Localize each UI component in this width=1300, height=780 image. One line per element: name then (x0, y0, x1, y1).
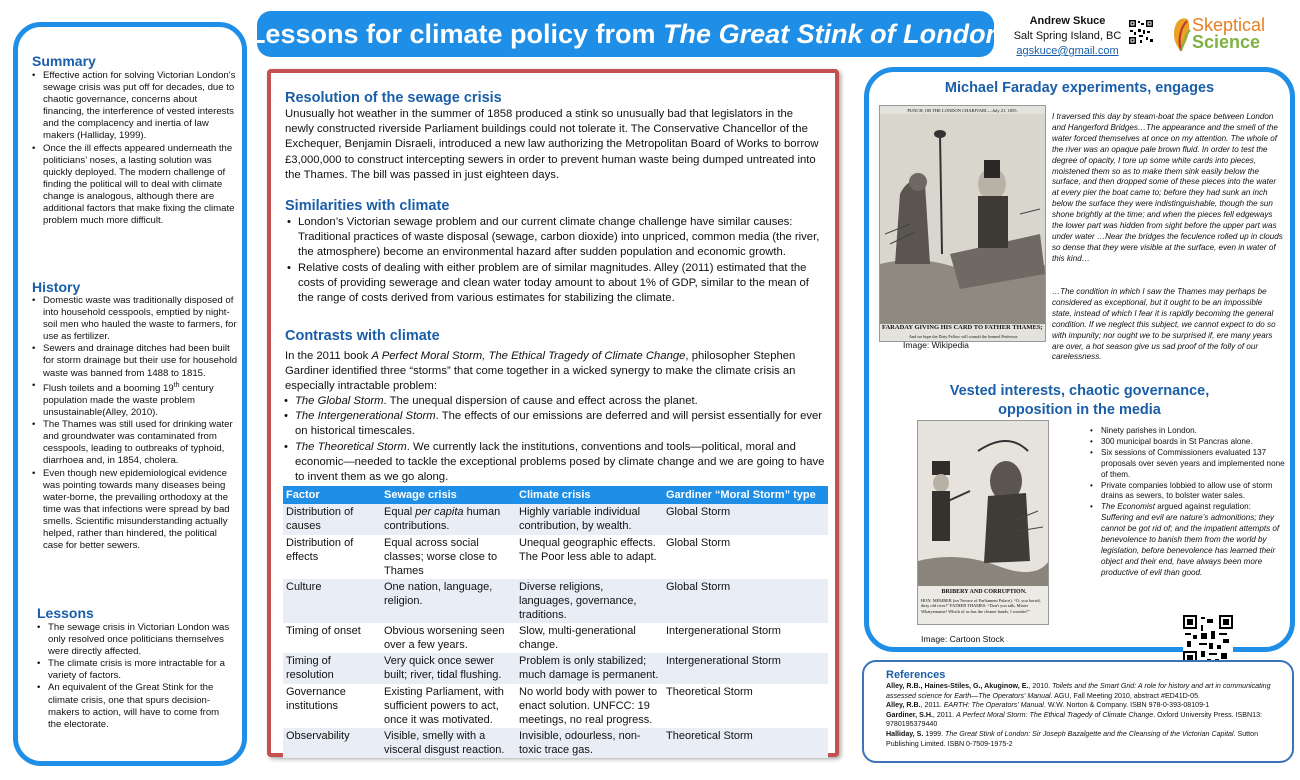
summary-item: • Effective action for solving Victorian London's sewage crisis was put off for decades, due to chaotic governance, concerns about financing, the interference of vested interests and the complacency and inertia of law makers (Halliday, 1999). (30, 70, 238, 143)
table-cell: Very quick once sewer built; river, tidal flushing. (381, 653, 516, 684)
table-header-row (283, 486, 828, 504)
history-heading: History (32, 279, 81, 295)
bribery-cartoon-drawing (918, 421, 1049, 586)
cartoon-title: FARADAY GIVING HIS CARD TO FATHER THAMES; (882, 324, 1043, 331)
history-item: • Flush toilets and a booming 19th century population made the waste problem unsustainable(Alley, 2010). (30, 380, 238, 419)
table-cell: Obvious worsening seen over a few years. (381, 623, 516, 654)
table-cell: Intergenerational Storm (663, 623, 828, 654)
qr-code-icon (1128, 19, 1154, 45)
cartoon-header: PUNCH, OR THE LONDON CHARIVARI.—July 21, 1855. (907, 108, 1018, 113)
contrasts-book-title: A Perfect Moral Storm, The Ethical Tragedy of Climate Change (371, 350, 686, 362)
leaf-icon (1170, 16, 1192, 52)
table-cell: Global Storm (663, 504, 828, 535)
bribery-cartoon-image (917, 420, 1049, 625)
faraday-cartoon-drawing (880, 114, 1046, 324)
references-panel (862, 660, 1294, 763)
table-header-cell: Factor (283, 486, 381, 504)
faraday-caption: Image: Wikipedia (903, 340, 969, 350)
vested-heading-line2: opposition in the media (998, 402, 1161, 418)
table-header-cell: Gardiner “Moral Storm” type (663, 486, 828, 504)
lessons-heading: Lessons (37, 605, 94, 621)
vested-item (1088, 502, 1288, 578)
vested-item: • Six sessions of Commissioners evaluated 137 proposals over seven years and implemented none of them. (1088, 448, 1288, 481)
summary-item: • Once the ill effects appeared underneath the politicians’ noses, a lasting solution was quickly deployed. The modern challenge of finding the political will to deal with climate change is analogous, although there are additional factors that make fixing the climate problem much more difficult. (30, 143, 238, 228)
logo-line2: Science (1192, 32, 1261, 52)
reference-publisher: . Oxford University Press. ISBN13: 9780195379440 (886, 710, 1263, 729)
storm-item (282, 440, 825, 486)
vested-heading (869, 382, 1290, 420)
references-heading: References (886, 669, 946, 681)
contrasts-heading: Contrasts with climate (285, 328, 440, 344)
table-cell: Diverse religions, languages, governance, traditions. (516, 579, 663, 623)
faraday-quote-2: …The condition in which I saw the Thames may perhaps be considered as exceptional, but it ought to be an impossible state, instead of which I fear it is rapidly becoming the general condition. If we neglect this subject, we cannot expect to do so with impunity; nor ought we to be surprised if, ere many years are over, a hot season give us sad proof of the folly of our carelessness. (1052, 287, 1276, 362)
reference-year: , 2010. (1028, 682, 1053, 690)
storm-text: . The unequal dispersion of cause and effect across the planet. (383, 395, 698, 407)
similarities-item: • London’s Victorian sewage problem and our current climate change challenge have similar causes: Traditional practices of waste disposal (sewage, carbon dioxide) into unpriced, common media (the river, the atmosphere) become an environmental hazard after sudden population and economic growth. (285, 215, 825, 261)
table-cell: Intergenerational Storm (663, 653, 828, 684)
resolution-heading: Resolution of the sewage crisis (285, 90, 502, 106)
title-italic: The Great Stink of London (663, 18, 1003, 49)
reference-author: Gardiner, S.H. (886, 710, 933, 719)
reference-year: , 2011. (920, 701, 944, 710)
table-cell: Highly variable individual contribution, by wealth. (516, 504, 663, 535)
table-cell: Problem is only stabilized; much damage is permanent. (516, 653, 663, 684)
table-row (283, 728, 828, 759)
table-cell: Slow, multi-generational change. (516, 623, 663, 654)
history-item: • Domestic waste was traditionally disposed of into household cesspools, emptied by night-soil men who hauled the waste to farmers, for use as fertilizer. (30, 295, 238, 343)
lessons-item: • The climate crisis is more intractable for a variety of factors. (35, 658, 231, 682)
title-main: Lessons for climate policy from (248, 18, 664, 49)
reference-title: A Perfect Moral Storm: The Ethical Tragedy of Climate Change (956, 710, 1154, 719)
vested-item: • 300 municipal boards in St Pancras alone. (1088, 437, 1288, 448)
storms-list (282, 394, 825, 485)
similarities-item: • Relative costs of dealing with either problem are of similar magnitudes. Alley (2011) estimated that the costs of providing sewerage and clean water today amount to about 1% of GDP, similar to the mean of the range of costs derived from various estimates for stabilizing the climate. (285, 261, 825, 307)
vested-caption: Image: Cartoon Stock (921, 634, 1005, 644)
emphasis: per capita (415, 506, 464, 518)
table-cell: Timing of onset (283, 623, 381, 654)
lessons-list (35, 622, 231, 731)
history-item: • Sewers and drainage ditches had been built for storm drainage but their use for household waste was banned from 1488 to 1815. (30, 343, 238, 379)
table-row (283, 504, 828, 535)
storm-name: The Global Storm (295, 395, 384, 407)
reference-publisher: . W.W. Norton & Company. ISBN 978-0-393-08109-1 (1043, 701, 1210, 710)
reference-publisher: . Sutton Publishing Limited. ISBN 0-7509-1975-2 (886, 729, 1259, 748)
faraday-cartoon-image (879, 105, 1046, 342)
table-cell: Theoretical Storm (663, 728, 828, 759)
storm-name: The Intergenerational Storm (295, 410, 436, 423)
logo-line1: Skeptical (1192, 15, 1266, 35)
table-cell: Distribution of effects (283, 535, 381, 579)
similarities-list (285, 215, 825, 306)
table-cell: Theoretical Storm (663, 684, 828, 728)
table-cell: Equal per capita human contributions. (381, 504, 516, 535)
faraday-heading: Michael Faraday experiments, engages (944, 80, 1215, 96)
vested-heading-line1: Vested interests, chaotic governance, (949, 383, 1210, 399)
reference-title: The Great Stink of London: Sir Joseph Bazalgette and the Cleansing of the Victorian Capital (945, 729, 1234, 738)
left-column-panel (13, 22, 247, 766)
table-cell: Equal across social classes; worse close to Thames (381, 535, 516, 579)
table-cell: One nation, language, religion. (381, 579, 516, 623)
storm-item (282, 409, 825, 439)
history-item: • The Thames was still used for drinking water and groundwater was contaminated from cesspools, leading to outbreaks of typhoid, diarrhoea and, in 1854, cholera. (30, 419, 238, 467)
table-cell: Global Storm (663, 579, 828, 623)
table-cell: Visible, smelly with a visceral disgust reaction. (381, 728, 516, 759)
table-cell: Distribution of causes (283, 504, 381, 535)
table-cell: Governance institutions (283, 684, 381, 728)
reference-item (886, 730, 1291, 749)
table-cell: Invisible, odourless, non-toxic trace gas. (516, 728, 663, 759)
qr-code-large-icon (1183, 615, 1233, 665)
reference-author: Halliday, S. (886, 729, 924, 738)
table-row (283, 684, 828, 728)
middle-panel (267, 69, 839, 757)
reference-year: 1999. (923, 729, 946, 738)
author-location: Salt Spring Island, BC (1013, 30, 1122, 42)
lessons-item: • The sewage crisis in Victorian London was only resolved once politicians themselves were directly affected. (35, 622, 231, 658)
table-row (283, 623, 828, 654)
table-cell: No world body with power to enact solution. UNFCC: 19 meetings, no real progress. (516, 684, 663, 728)
faraday-quote-1: I traversed this day by steam-boat the space between London and Hangerford Bridges…The appearance and the smell of the water forced themselves at once on my attention. The whole of the river was an opaque pale brown fluid. In order to test the degree of opacity, I tore up some white cards into pieces, moistened them so as to make them sink easily below the surface, and then dropped some of these pieces into the water at every pier the boat came to; before they had sunk an inch below the surface they were indistinguishable, though the sun shone brightly at the time; and when the pieces fell edgeways the lower part was hidden from sight before the upper part was under water …Near the bridges the feculence rolled up in clouds so dense that they were visible at the surface, even in water of this kind… (1052, 112, 1283, 263)
reference-title: EARTH: The Operators' Manual (943, 701, 1044, 710)
vested-item: • Ninety parishes in London. (1088, 426, 1288, 437)
bribery-cartoon-title: BRIBERY AND CORRUPTION. (941, 589, 1027, 595)
vested-item: • Private companies lobbied to allow use of storm drains as sewers, to bolster water sales. (1088, 481, 1288, 503)
table-cell: Observability (283, 728, 381, 759)
reference-item (886, 701, 1291, 711)
table-cell: Culture (283, 579, 381, 623)
reference-author: Alley, R.B. (886, 701, 921, 710)
contrasts-intro-post: , philosopher Stephen Gardiner identified three “storms” that come together in a wicked synergy to make the climate crisis an especially intractable problem: (285, 350, 796, 393)
author-name: Andrew Skuce (1029, 15, 1106, 27)
skeptical-science-logo (1168, 14, 1298, 54)
table-row (283, 653, 828, 684)
author-email-link[interactable]: agskuce@gmail.com (1016, 45, 1119, 57)
table-cell: Timing of resolution (283, 653, 381, 684)
table-cell: Existing Parliament, with sufficient powers to act, once it was motivated. (381, 684, 516, 728)
storm-name: The Theoretical Storm (295, 440, 407, 453)
table-row (283, 535, 828, 579)
reference-year: , 2011. (932, 710, 957, 719)
superscript: th (173, 381, 180, 389)
lessons-item: • An equivalent of the Great Stink for the climate crisis, one that spurs decision-makers to action, will have to come from the electorate. (35, 682, 231, 730)
comparison-table (283, 486, 828, 758)
storm-text: . We currently lack the institutions, conventions and tools—political, moral and economic—needed to tackle the exceptional problems posed by climate change and we are going to have to invent them as we go along. (295, 440, 825, 484)
author-block (1010, 14, 1125, 59)
economist-name: The Economist (1101, 502, 1155, 512)
reference-publisher: . AGU, Fall Meeting 2010, abstract #ED41D-05. (1050, 691, 1201, 700)
reference-item (886, 711, 1291, 730)
table-row (283, 579, 828, 623)
history-item: • Even though new epidemiological evidence was pointing towards many diseases being water-borne, the prevailing orthodoxy at the time was that infections were spread by bad smells. Scientific misunderstanding actually helped, rather than hindered, the political case for better sewers. (30, 468, 238, 553)
reference-author: Alley, R.B., Haines-Stiles, G., Akuginow, E. (886, 682, 1029, 690)
table-cell: Unequal geographic effects. The Poor less able to adapt. (516, 535, 663, 579)
cartoon-subtitle: And we hope the Dirty Fellow will consult the learned Professor. (909, 334, 1018, 339)
table-header-cell: Climate crisis (516, 486, 663, 504)
vested-list (1088, 426, 1288, 579)
table-cell: Global Storm (663, 535, 828, 579)
history-list (30, 295, 238, 552)
poster-title (248, 11, 1003, 57)
references-list (886, 682, 1291, 749)
economist-text: argued against regulation: (1154, 502, 1251, 512)
contrasts-intro (285, 349, 825, 395)
reference-title: Toilets and the Smart Grid: A role for history and art in communicating assessed science for Earth—The Operators' Manual (886, 682, 1271, 700)
storm-text: . The effects of our emissions are deferred and will persist essentially for ever on historical timescales. (295, 410, 823, 438)
table-header-cell: Sewage crisis (381, 486, 516, 504)
right-panel (864, 67, 1295, 652)
similarities-heading: Similarities with climate (285, 198, 450, 214)
contrasts-intro-pre: In the 2011 book (285, 350, 372, 362)
storm-item (282, 394, 825, 409)
bribery-cartoon-subtitle: HON. MEMBER (on Terrace of Parliament Palace). “O, you horrid, dirty old river!” FATHER THAMES: “Don't you talk, Mister Whatyername! Which of us has the cleaner hands, I wonder?” (921, 598, 1041, 614)
economist-quote: Suffering and evil are nature’s admonitions; they cannot be got rid of; and the impatient attempts of benevolence to banish them from the world by legislation, before benevolence has learned their object and their end, have always been more productive of evil than good. (1101, 513, 1280, 577)
summary-heading: Summary (32, 53, 96, 69)
summary-list (30, 70, 238, 227)
reference-item (886, 682, 1291, 701)
resolution-text: Unusually hot weather in the summer of 1858 produced a stink so unusually bad that legislators in the newly constructed riverside Parliament buildings could not tolerate it. The Conservative Chancellor of the Exchequer, Benjamin Disraeli, introduced a new law authorizing the Metropolitan Board of Works to borrow £3,000,000 to construct intercepting sewers in order to prevent human waste being dumped untreated into the Thames. The bill was passed in just eighteen days. (285, 108, 819, 181)
